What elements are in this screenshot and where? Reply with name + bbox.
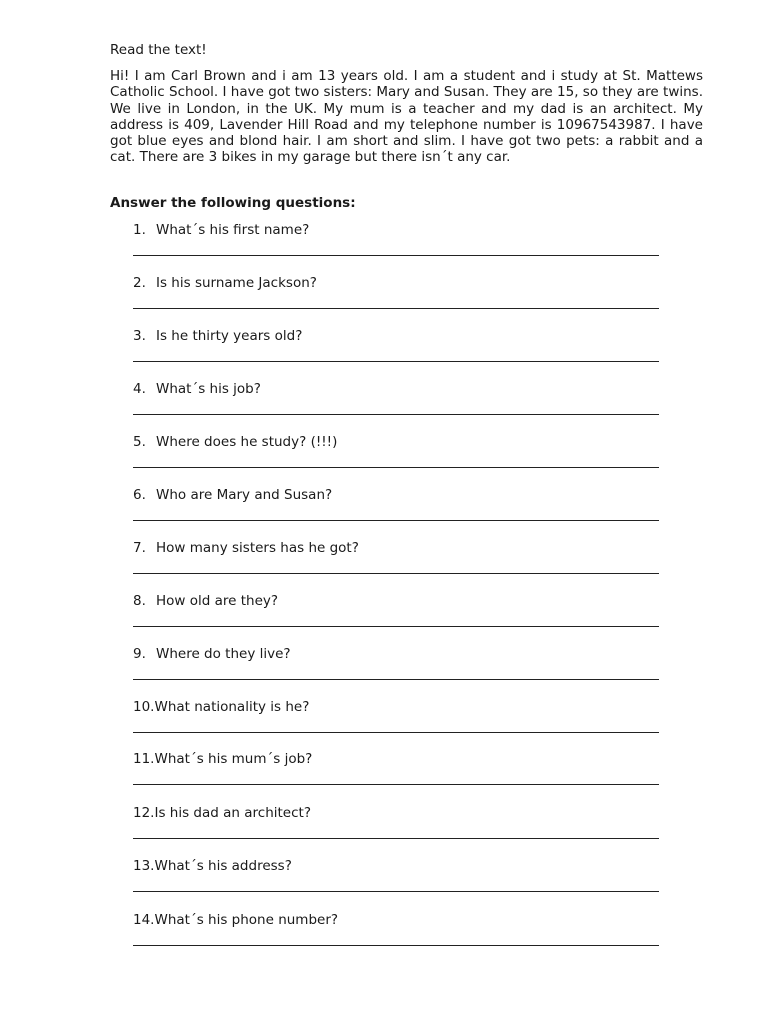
question-text: What´s his phone number? [154,912,339,928]
question-text: Where do they live? [156,646,291,662]
question-text: What´s his address? [154,858,292,874]
question-text: What´s his job? [156,381,261,397]
question-text: Where does he study? (!!!) [156,434,338,450]
answer-line[interactable] [133,308,659,309]
question-item [133,539,663,589]
question-text: What´s his first name? [156,222,310,238]
answer-line[interactable] [133,467,659,468]
question-item [133,698,663,748]
question-text: How old are they? [156,593,279,609]
answer-line[interactable] [133,679,659,680]
question-item [133,857,663,907]
question-text: What nationality is he? [154,699,310,715]
question-number: 4. [133,381,146,397]
question-item [133,274,663,324]
question-item [133,645,663,695]
instruction-text: Read the text! [110,42,207,58]
answer-line[interactable] [133,945,659,946]
question-number: 8. [133,593,146,609]
answer-line[interactable] [133,838,659,839]
answer-line[interactable] [133,891,659,892]
answer-line[interactable] [133,361,659,362]
questions-heading: Answer the following questions: [110,195,356,211]
question-number: 5. [133,434,146,450]
answer-line[interactable] [133,520,659,521]
question-number: 7. [133,540,146,556]
question-text: Is he thirty years old? [156,328,303,344]
question-number: 11. [133,751,155,767]
answer-line[interactable] [133,626,659,627]
question-text: How many sisters has he got? [156,540,359,556]
question-item [133,327,663,377]
question-number: 9. [133,646,146,662]
question-item [133,221,663,271]
question-item [133,804,663,854]
question-item [133,486,663,536]
question-number: 6. [133,487,146,503]
question-number: 2. [133,275,146,291]
answer-line[interactable] [133,784,659,785]
question-item [133,380,663,430]
reading-passage: Hi! I am Carl Brown and i am 13 years old. I am a student and i study at St. Mattews Catholic School. I have got two sisters: Mary and Susan. They are 15, so they are twins. We live in London, in the UK. My mum is a teacher and my dad is an architect. My address is 409, Lavender Hill Road and my telephone number is 10967543987. I have got blue eyes and blond hair. I am short and slim. I have got two pets: a rabbit and a cat. There are 3 bikes in my garage but there isn´t any car. [110,68,703,166]
question-item [133,592,663,642]
question-item [133,911,663,961]
question-number: 14. [133,912,155,928]
question-text: Is his dad an architect? [154,805,311,821]
question-number: 10. [133,699,155,715]
question-number: 3. [133,328,146,344]
answer-line[interactable] [133,255,659,256]
answer-line[interactable] [133,414,659,415]
answer-line[interactable] [133,732,659,733]
question-number: 13. [133,858,155,874]
question-number: 1. [133,222,146,238]
question-text: Who are Mary and Susan? [156,487,333,503]
question-text: What´s his mum´s job? [154,751,313,767]
question-item [133,433,663,483]
answer-line[interactable] [133,573,659,574]
question-item [133,750,663,800]
question-text: Is his surname Jackson? [156,275,317,291]
question-number: 12. [133,805,155,821]
